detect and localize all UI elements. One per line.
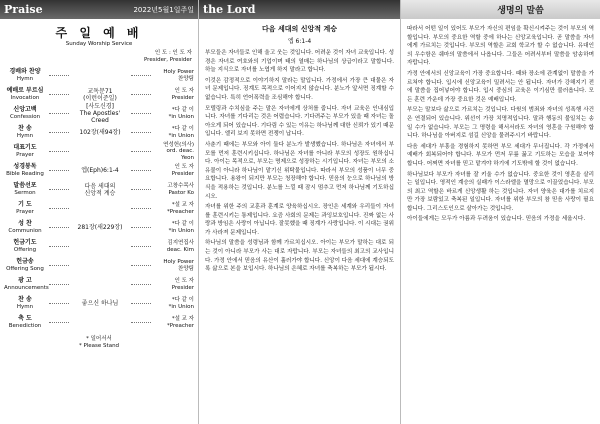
dotted-leader xyxy=(131,284,151,285)
word-of-life-panel xyxy=(401,0,600,424)
dotted-leader xyxy=(49,94,69,95)
order-item-leader xyxy=(154,240,194,253)
order-item-leader-name: Holy Power xyxy=(163,69,194,75)
order-item-korean: 예배로 부르심 xyxy=(6,87,44,94)
stand-note-korean: * 일어서서 xyxy=(86,336,112,342)
order-item-name xyxy=(4,126,46,139)
dotted-leader xyxy=(49,303,69,304)
order-item-name xyxy=(4,277,49,291)
the-lord-tag: the Lord xyxy=(203,3,256,16)
order-item-leader xyxy=(154,164,194,177)
order-item-leader-english: *in Union xyxy=(168,113,194,120)
order-item-leader-name: 인 도 자 xyxy=(174,88,194,94)
the-lord-header-bar xyxy=(199,0,400,19)
order-item-english: Sermon xyxy=(14,189,36,196)
order-item-korean: 성 찬 xyxy=(18,220,32,227)
order-item-leader-name: 연성헌(의사) xyxy=(163,141,194,148)
dotted-leader xyxy=(49,170,69,171)
order-of-worship-panel xyxy=(0,0,199,424)
sermon-paragraph: 모델링과 수치심을 주는 말은 자녀에게 상처를 줍니다. 자녀 교육은 인내심입니다. 자녀를 기다리는 것은 어렵습니다. 기다려주는 부모가 있을 때 자녀는 돌아오게 되어 있습니다. 기다림 수 있는 이유는 하나님께 대한 신뢰가 있기 때문입니다. 엘리 보지 못하면 전쟁이 납니다. xyxy=(205,105,394,138)
order-item-english: Hymn xyxy=(16,75,34,82)
stand-note-english: * Please Stand xyxy=(78,343,120,349)
order-item xyxy=(0,180,198,199)
order-item-leader-english: Presider xyxy=(171,94,194,101)
order-item-english: Bible Reading xyxy=(6,170,44,177)
order-item-leader xyxy=(154,142,194,162)
sermon-paragraph: 가정 안에서의 신앙교육이 가장 중요합니다. 때와 장소에 관계없이 말씀을 가르쳐야 합니다. 입시에 신앙교육이 밀려서는 안 됩니다. 자녀가 강해지기 전에 말씀을 집어넣어야 합니다. 입시 중심의 교육은 이기심만 불러옵니다. 모든 훈련 가운데 가장 중요한 것은 예배입니다. xyxy=(407,70,594,103)
order-item-english: Hymn xyxy=(16,132,34,139)
order-item xyxy=(0,161,198,180)
dotted-leader xyxy=(49,189,69,190)
order-item xyxy=(0,66,198,85)
sermon-paragraph: 부모들은 자녀들로 인해 울고 웃는 것입니다. 어려운 것이 자녀 교육입니다. 성경은 자녀로 여호와의 기업이며 태의 열매는 하나님의 상급이라고 말합니다. 하늘 지식으로 자녀를 노엽게 하지 말라고 합니다. xyxy=(205,50,394,74)
order-item-korean: 찬 송 xyxy=(18,296,32,303)
order-item-english: Announcements xyxy=(4,284,49,291)
sermon-reference: 엡 6:1-4 xyxy=(287,38,312,45)
dotted-leader xyxy=(131,322,151,323)
order-item-english: Invocation xyxy=(10,94,40,101)
praise-header-bar xyxy=(0,0,198,19)
order-item-korean: 성경봉독 xyxy=(13,163,37,170)
stand-note xyxy=(0,336,198,350)
dotted-leader xyxy=(131,189,151,190)
dotted-leader xyxy=(49,113,69,114)
order-item-leader xyxy=(154,259,194,272)
order-item-leader-english: Presider xyxy=(171,284,194,291)
order-item-leader-name: 고창수목사 xyxy=(167,183,194,189)
order-item-leader-english: *in Union xyxy=(168,227,194,234)
order-item-leader-name: 인 도 자 xyxy=(174,278,194,284)
dotted-leader xyxy=(49,75,69,76)
sermon-text xyxy=(199,49,400,274)
order-item-detail: 102장(새94장) xyxy=(79,129,121,136)
order-item-leader-name: *다 같 이 xyxy=(171,221,194,227)
dotted-leader xyxy=(49,151,69,152)
order-item-leader xyxy=(154,297,194,310)
presider-name: 인 도 : 인 도 자 xyxy=(154,50,192,56)
order-item-english: Confession xyxy=(9,113,41,120)
order-item xyxy=(0,199,198,218)
dotted-leader xyxy=(49,132,69,133)
order-item-leader xyxy=(154,126,194,139)
order-item xyxy=(0,294,198,313)
order-item-korean: 헌금송 xyxy=(16,258,34,265)
order-item-leader-name: *다 같 이 xyxy=(171,297,194,303)
order-item-korean: 대표기도 xyxy=(13,144,37,151)
order-item-name xyxy=(4,69,46,82)
worship-subtitle: Sunday Worship Service xyxy=(65,41,133,47)
order-item xyxy=(0,237,198,256)
worship-title: 주 일 예 배 xyxy=(55,26,143,40)
dotted-leader xyxy=(131,132,151,133)
order-item-detail: 교독문71 (이런이준일) xyxy=(83,87,117,102)
word-of-life-header-bar xyxy=(401,0,600,19)
dotted-leader xyxy=(131,94,151,95)
dotted-leader xyxy=(131,75,151,76)
sermon-paragraph: 따라서 어떤 일이 있어도 부모가 자신의 편임을 확신시켜주는 것이 부모의 역할입니다. 부모의 중요한 역할 중에 하나는 신앙교육입니다. 곧 말씀을 자녀에게 가르치는 것입니다. 부모의 역할은 교회 학교가 할 수 없습니다. 유대인의 우수함은 쉐마의 말씀에서 나옵니다. 그들은 어려서부터 말씀을 암송하며 자랍니다. xyxy=(407,26,594,67)
order-item-detail: 다음 세대의 신앙적 계승 xyxy=(84,182,116,197)
order-item-leader-english: *Preacher xyxy=(166,208,194,215)
order-list xyxy=(0,66,198,332)
order-item xyxy=(0,256,198,275)
dotted-leader xyxy=(131,208,151,209)
order-item-leader-name: 인 도 자 xyxy=(174,164,194,170)
dotted-leader xyxy=(49,322,69,323)
sermon-paragraph: 사춘기 때에는 부모와 아이 둘다 분노가 발생했습니다. 하나님은 자녀에서 부모를 먼저 훈련시키십니다. 하나님은 자녀를 아니라 부모의 성장도 원하십니다. 아이는 목적으로, 부모는 명제으로 성장하는 시기입니다. 자녀는 부모의 소유물이 아니라 하나님이 맡기신 위탁물입니다. 따라서 부모의 성품이 너무 중요합니다. 용왕이 되지만 부모는 청장해야 합니다. 믿음의 눈으로 하나님의 방식을 적용하는 것입니다. 분노를 느낄 때 잠시 멈추고 먼저 하나님께 기도하십시오. xyxy=(205,141,394,200)
order-item xyxy=(0,218,198,237)
word-of-life-tag: 생명의 말씀 xyxy=(497,6,544,16)
dotted-leader xyxy=(49,284,69,285)
order-item xyxy=(0,104,198,123)
order-item-name xyxy=(4,297,46,310)
order-item-leader-name: Holy Power xyxy=(163,259,194,265)
order-item-english: Communion xyxy=(8,227,42,234)
order-item-korean: 찬 송 xyxy=(18,125,32,132)
order-item-leader xyxy=(154,69,194,82)
dotted-leader xyxy=(49,246,69,247)
sermon-panel xyxy=(199,0,401,424)
order-item-leader-name: *설 교 자 xyxy=(171,316,194,322)
order-item-name xyxy=(4,316,46,329)
order-item-leader-english: *in Union xyxy=(168,132,194,139)
order-item-english: Offering xyxy=(13,246,37,253)
order-item-leader xyxy=(154,183,194,196)
dotted-leader xyxy=(131,265,151,266)
presider-english: Presider, Presider xyxy=(143,57,192,63)
praise-tag: Praise xyxy=(4,3,43,16)
sermon-paragraph: 하나님보다 부모가 자녀를 잘 키울 수가 없습니다. 중요한 것이 영혼을 살리는 일입니다. 영적인 계승의 실패가 이스라엘을 멸망으로 이끌었습니다. 부모의 최고 역할은 바르게 신앙생활 하는 것입니다. 자녀 양육은 대가를 치르지만 가장 보람있고 축복된 일입니다. 자녀를 위한 부모의 참 믿음 사랑이 필요합니다. 그리스도인으로 살아가는 것입니다. xyxy=(407,171,594,212)
order-item-leader xyxy=(154,316,194,329)
order-item-english: Benediction xyxy=(8,322,42,329)
order-item-leader xyxy=(154,107,194,120)
order-item-leader-english: *in Union xyxy=(168,303,194,310)
sermon-title: 다음 세대의 신앙적 계승 xyxy=(262,25,337,33)
order-item-name xyxy=(4,183,46,196)
sermon-paragraph: 하나님의 말씀을 성령님과 함께 가르치십시오. 아이는 부모가 말하는 대로 되는 것이 아니라 부모가 사는 대로 자랍니다. 부모는 자녀들의 최고의 교사입니다. 가정 안에서 믿음의 유산이 흘러가야 합니다. 신앙이 다음 세대에 계승되도록 삶으로 본을 보입시다. 하나님의 은혜로 자녀를 축복하는 부모가 됩시다. xyxy=(205,240,394,273)
order-item-leader-english: Pastor Ko xyxy=(168,189,194,196)
presider-line xyxy=(0,50,198,64)
order-item-korean: 광 고 xyxy=(18,277,32,284)
order-item-korean: 경배와 찬양 xyxy=(9,68,41,75)
order-item-leader-name: *다 같 이 xyxy=(171,107,194,113)
order-item-english: Prayer xyxy=(16,208,34,215)
dotted-leader xyxy=(131,113,151,114)
service-date: 2022년5월1일주일 xyxy=(133,5,194,14)
order-item-detail: [사도신경] The Apostles' Creed xyxy=(79,103,121,124)
order-item-detail: 281장(새229장) xyxy=(77,224,123,231)
order-item-leader-english: ord. deac. Yeon xyxy=(166,148,194,161)
order-item xyxy=(0,123,198,142)
dotted-leader xyxy=(131,170,151,171)
order-item-name xyxy=(4,202,46,215)
sermon-paragraph: 이것은 감정적으로 이야기하지 말라는 말입니다. 가정에서 가장 큰 대물은 자녀 문제입니다. 징계도 목적으로 이어지지 않습니다. 분노가 앞서면 징계할 수 없습니다. 특히 언어폭력을 조심해야 합니다. xyxy=(205,77,394,101)
order-item-korean: 축 도 xyxy=(18,315,32,322)
order-item-leader-english: *Preacher xyxy=(166,322,194,329)
sermon-paragraph: 자녀를 위한 주의 교훈과 훈계로 양육하십시오. 장인은 세계와 우리들이 자녀를 훈련시키는 통제입니다. 요즘 사회의 문제는 과잉보호입니다. 진짜 없는 사랑과 방임은 사랑이 아닙니다. 잘못했을 때 징계가 사랑입니다. 이 시대는 권위가 사라져 문제입니다. xyxy=(205,204,394,236)
order-item-korean: 신앙고백 xyxy=(13,106,37,113)
dotted-leader xyxy=(49,227,69,228)
dotted-leader xyxy=(49,208,69,209)
order-item-leader xyxy=(154,88,194,101)
order-item xyxy=(0,313,198,332)
sermon-paragraph: 아이들에게는 모두가 아름과 두려움이 있습니다. 믿음의 가정을 세웁시다. xyxy=(407,216,586,223)
order-item-leader-english: 찬양팀 xyxy=(178,265,194,272)
order-item-leader-english: Presider xyxy=(171,170,194,177)
order-item-name xyxy=(4,221,46,234)
order-item-detail: 엡(Eph)6:1-4 xyxy=(81,167,119,174)
order-item-name xyxy=(4,145,46,158)
order-item-korean: 말씀선포 xyxy=(13,182,37,189)
order-item xyxy=(0,142,198,161)
order-item-leader-name: 김지연집사 xyxy=(167,240,194,246)
order-item xyxy=(0,85,198,104)
order-item-english: Prayer xyxy=(16,151,34,158)
order-item-name xyxy=(4,259,46,272)
order-item-english: Hymn xyxy=(16,303,34,310)
order-item-english: Offering Song xyxy=(6,265,44,272)
dotted-leader xyxy=(131,246,151,247)
order-item-leader xyxy=(154,221,194,234)
sermon-continuation-text xyxy=(401,25,600,224)
order-item-leader-english: deac. Kim xyxy=(166,246,194,253)
dotted-leader xyxy=(49,265,69,266)
order-item-leader xyxy=(154,202,194,215)
sermon-paragraph: 다음 세대가 부흥을 경험하지 못하면 부모 세대가 무너집니다. 각 가정에서 예배가 회복되어야 합니다. 부모가 먼저 무릎 꿇고 기도하는 모습을 보여야 합니다. 어쩌면 자녀를 믿고 맡겨야 하기에 기도밖에 할 것이 없습니다. xyxy=(407,143,594,167)
order-item-leader-name: *다 같 이 xyxy=(171,126,194,132)
sermon-paragraph: 부모는 말보다 삶으로 가르치는 것입니다. 다윗의 범죄와 자녀의 성폭행 사건은 연결되어 있습니다. 위선이 가장 치명적입니다. 말과 행동의 불일치는 송일 수가 없습니다. 부모는 그 명령을 해서서라도 자녀의 영혼을 구원해야 합니다. 하나님을 아버지로 섬길 신앙을 물려주시기 바랍니다. xyxy=(407,107,594,140)
order-item-leader xyxy=(154,278,194,291)
order-item-leader-name: *설 교 자 xyxy=(171,202,194,208)
order-item xyxy=(0,275,198,294)
dotted-leader xyxy=(131,151,151,152)
dotted-leader xyxy=(131,303,151,304)
order-item-name xyxy=(4,240,46,253)
order-item-name xyxy=(4,88,46,101)
order-item-detail: 좋으신 하나님 xyxy=(81,300,119,307)
order-item-name xyxy=(4,164,46,177)
order-item-name xyxy=(4,107,46,120)
dotted-leader xyxy=(131,227,151,228)
order-item-leader-english: 찬양팀 xyxy=(178,75,194,82)
order-item-korean: 헌금기도 xyxy=(13,239,37,246)
order-item-korean: 기 도 xyxy=(18,201,32,208)
